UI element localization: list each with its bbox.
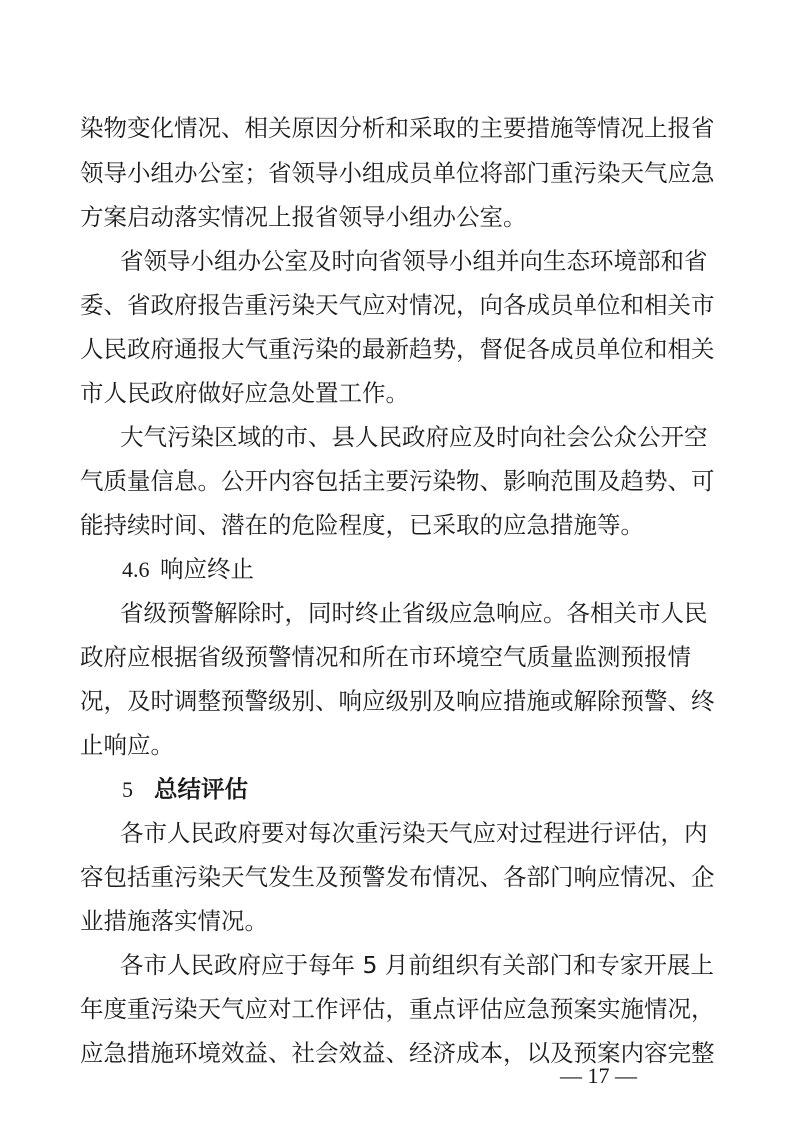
paragraph-line: 业措施落实情况。 <box>80 907 268 935</box>
paragraph-line: 领导小组办公室；省领导小组成员单位将部门重污染天气应急 <box>80 159 715 187</box>
paragraph-line: 大气污染区域的市、县人民政府应及时向社会公众公开空 <box>120 423 708 451</box>
paragraph-line: 市人民政府做好应急处置工作。 <box>80 379 409 407</box>
section-number: 4.6 <box>122 557 150 582</box>
paragraph-line: 容包括重污染天气发生及预警发布情况、各部门响应情况、企 <box>80 863 715 891</box>
section-title: 响应终止 <box>160 555 254 583</box>
paragraph-line: 人民政府通报大气重污染的最新趋势，督促各成员单位和相关 <box>80 335 715 363</box>
chapter-title: 总结评估 <box>154 775 248 803</box>
paragraph-line: 方案启动落实情况上报省领导小组办公室。 <box>80 203 527 231</box>
paragraph-line: 况，及时调整预警级别、响应级别及响应措施或解除预警、终 <box>80 687 715 715</box>
paragraph-line: 省领导小组办公室及时向省领导小组并向生态环境部和省 <box>120 247 708 275</box>
paragraph-line: 各市人民政府要对每次重污染天气应对过程进行评估，内 <box>120 819 708 847</box>
paragraph-line: 染物变化情况、相关原因分析和采取的主要措施等情况上报省 <box>80 114 715 142</box>
paragraph-line: 能持续时间、潜在的危险程度，已采取的应急措施等。 <box>80 511 644 539</box>
page-number: — 17 — <box>560 1063 637 1088</box>
paragraph-line: 气质量信息。公开内容包括主要污染物、影响范围及趋势、可 <box>80 467 715 495</box>
chapter-heading <box>122 774 248 804</box>
paragraph-line: 委、省政府报告重污染天气应对情况，向各成员单位和相关市 <box>80 291 715 319</box>
paragraph-line: 年度重污染天气应对工作评估，重点评估应急预案实施情况， <box>80 995 715 1023</box>
section-heading <box>122 554 254 584</box>
paragraph-line: 政府应根据省级预警情况和所在市环境空气质量监测预报情 <box>80 643 691 671</box>
chapter-number: 5 <box>122 777 133 802</box>
paragraph-line: 省级预警解除时，同时终止省级应急响应。各相关市人民 <box>120 599 708 627</box>
paragraph-line: 应急措施环境效益、社会效益、经济成本，以及预案内容完整 <box>80 1039 715 1067</box>
paragraph-line: 止响应。 <box>80 731 174 759</box>
paragraph-line: 各市人民政府应于每年 5 月前组织有关部门和专家开展上 <box>120 951 714 979</box>
